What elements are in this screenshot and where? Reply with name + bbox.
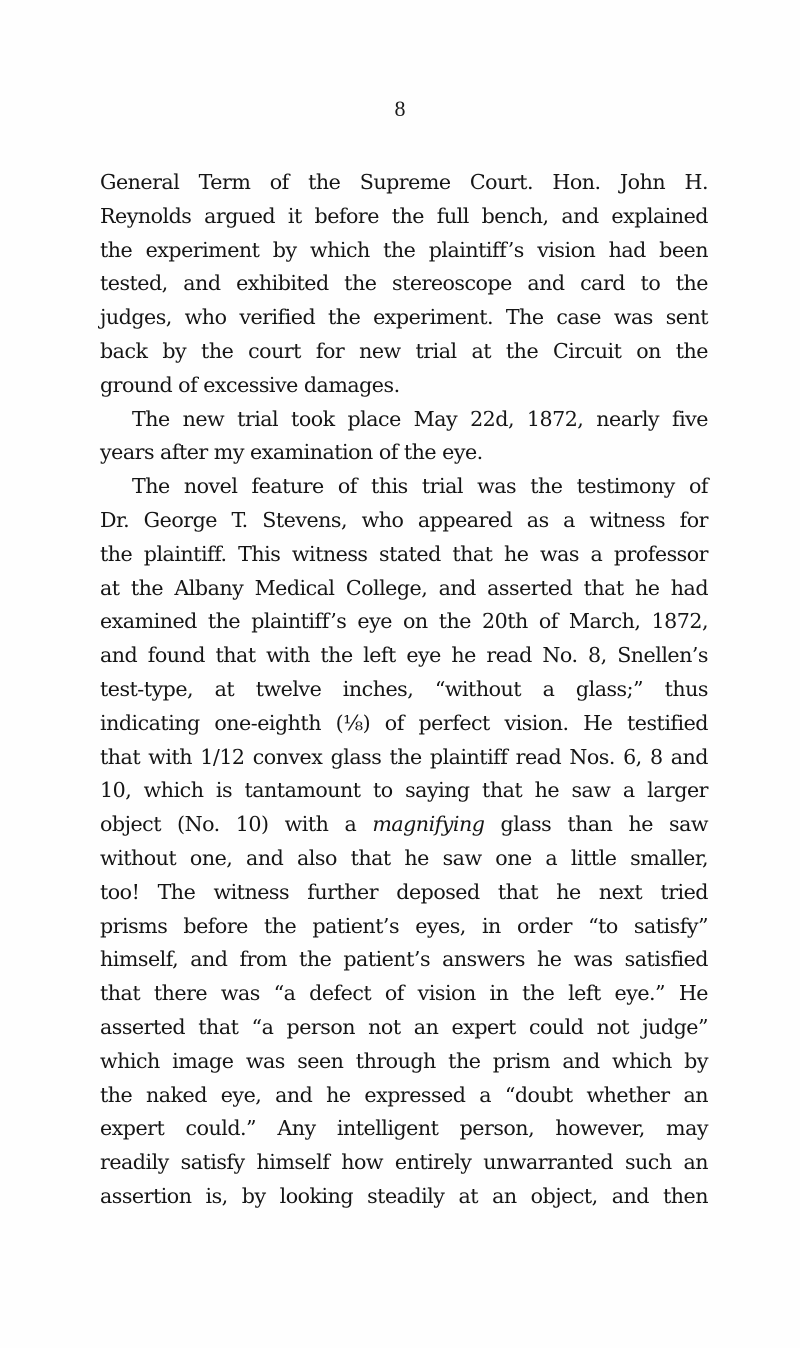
text-line: test-type, at twelve inches, “without a glass;” thus [100, 676, 708, 701]
text-line: without one, and also that he saw one a little smaller, [100, 845, 708, 870]
text-line: expert could.” Any intelligent person, however, may [100, 1116, 708, 1141]
text-line: the naked eye, and he expressed a “doubt whether an [100, 1082, 708, 1107]
text-line: object (No. 10) with a magnifying glass than he saw [100, 812, 708, 837]
text-line: readily satisfy himself how entirely unwarranted such an [100, 1150, 708, 1175]
page-number: 8 [394, 96, 406, 121]
text-line: that with 1/12 convex glass the plaintiff read Nos. 6, 8 and [100, 744, 708, 769]
body-text [100, 166, 708, 1214]
text-line: judges, who verified the experiment. The case was sent [100, 305, 708, 330]
text-line: examined the plaintiff’s eye on the 20th of March, 1872, [100, 609, 708, 634]
text-line: back by the court for new trial at the Circuit on the [100, 338, 708, 363]
text-line: assertion is, by looking steadily at an object, and then [100, 1183, 708, 1208]
text-line: which image was seen through the prism and which by [100, 1048, 708, 1073]
text-line: tested, and exhibited the stereoscope and card to the [100, 271, 708, 296]
text-line: The new trial took place May 22d, 1872, nearly five [132, 406, 708, 431]
text-line: Reynolds argued it before the full bench, and explained [100, 203, 708, 228]
text-line: Dr. George T. Stevens, who appeared as a witness for [100, 507, 708, 532]
text-line: at the Albany Medical College, and asserted that he had [100, 575, 708, 600]
text-line: too! The witness further deposed that he next tried [100, 879, 708, 904]
text-line: that there was “a defect of vision in the left eye.” He [100, 981, 708, 1006]
text-line: General Term of the Supreme Court. Hon. John H. [100, 170, 708, 194]
text-line: himself, and from the patient’s answers he was satisfied [100, 947, 708, 972]
text-line: The novel feature of this trial was the testimony of [132, 474, 708, 499]
text-line: and found that with the left eye he read No. 8, Snellen’s [100, 643, 708, 668]
text-line: asserted that “a person not an expert could not judge” [100, 1014, 708, 1039]
text-line: prisms before the patient’s eyes, in order “to satisfy” [100, 913, 708, 938]
text-line: years after my examination of the eye. [100, 440, 483, 465]
text-line: 10, which is tantamount to saying that he saw a larger [100, 778, 708, 803]
italic-word: magnifying [372, 812, 485, 837]
text-line: the plaintiff. This witness stated that he was a professor [100, 541, 708, 566]
text-line: indicating one-eighth (⅛) of perfect vision. He testified [100, 710, 708, 735]
text-line: the experiment by which the plaintiff’s vision had been [100, 237, 708, 262]
text-line: ground of excessive damages. [100, 372, 400, 397]
